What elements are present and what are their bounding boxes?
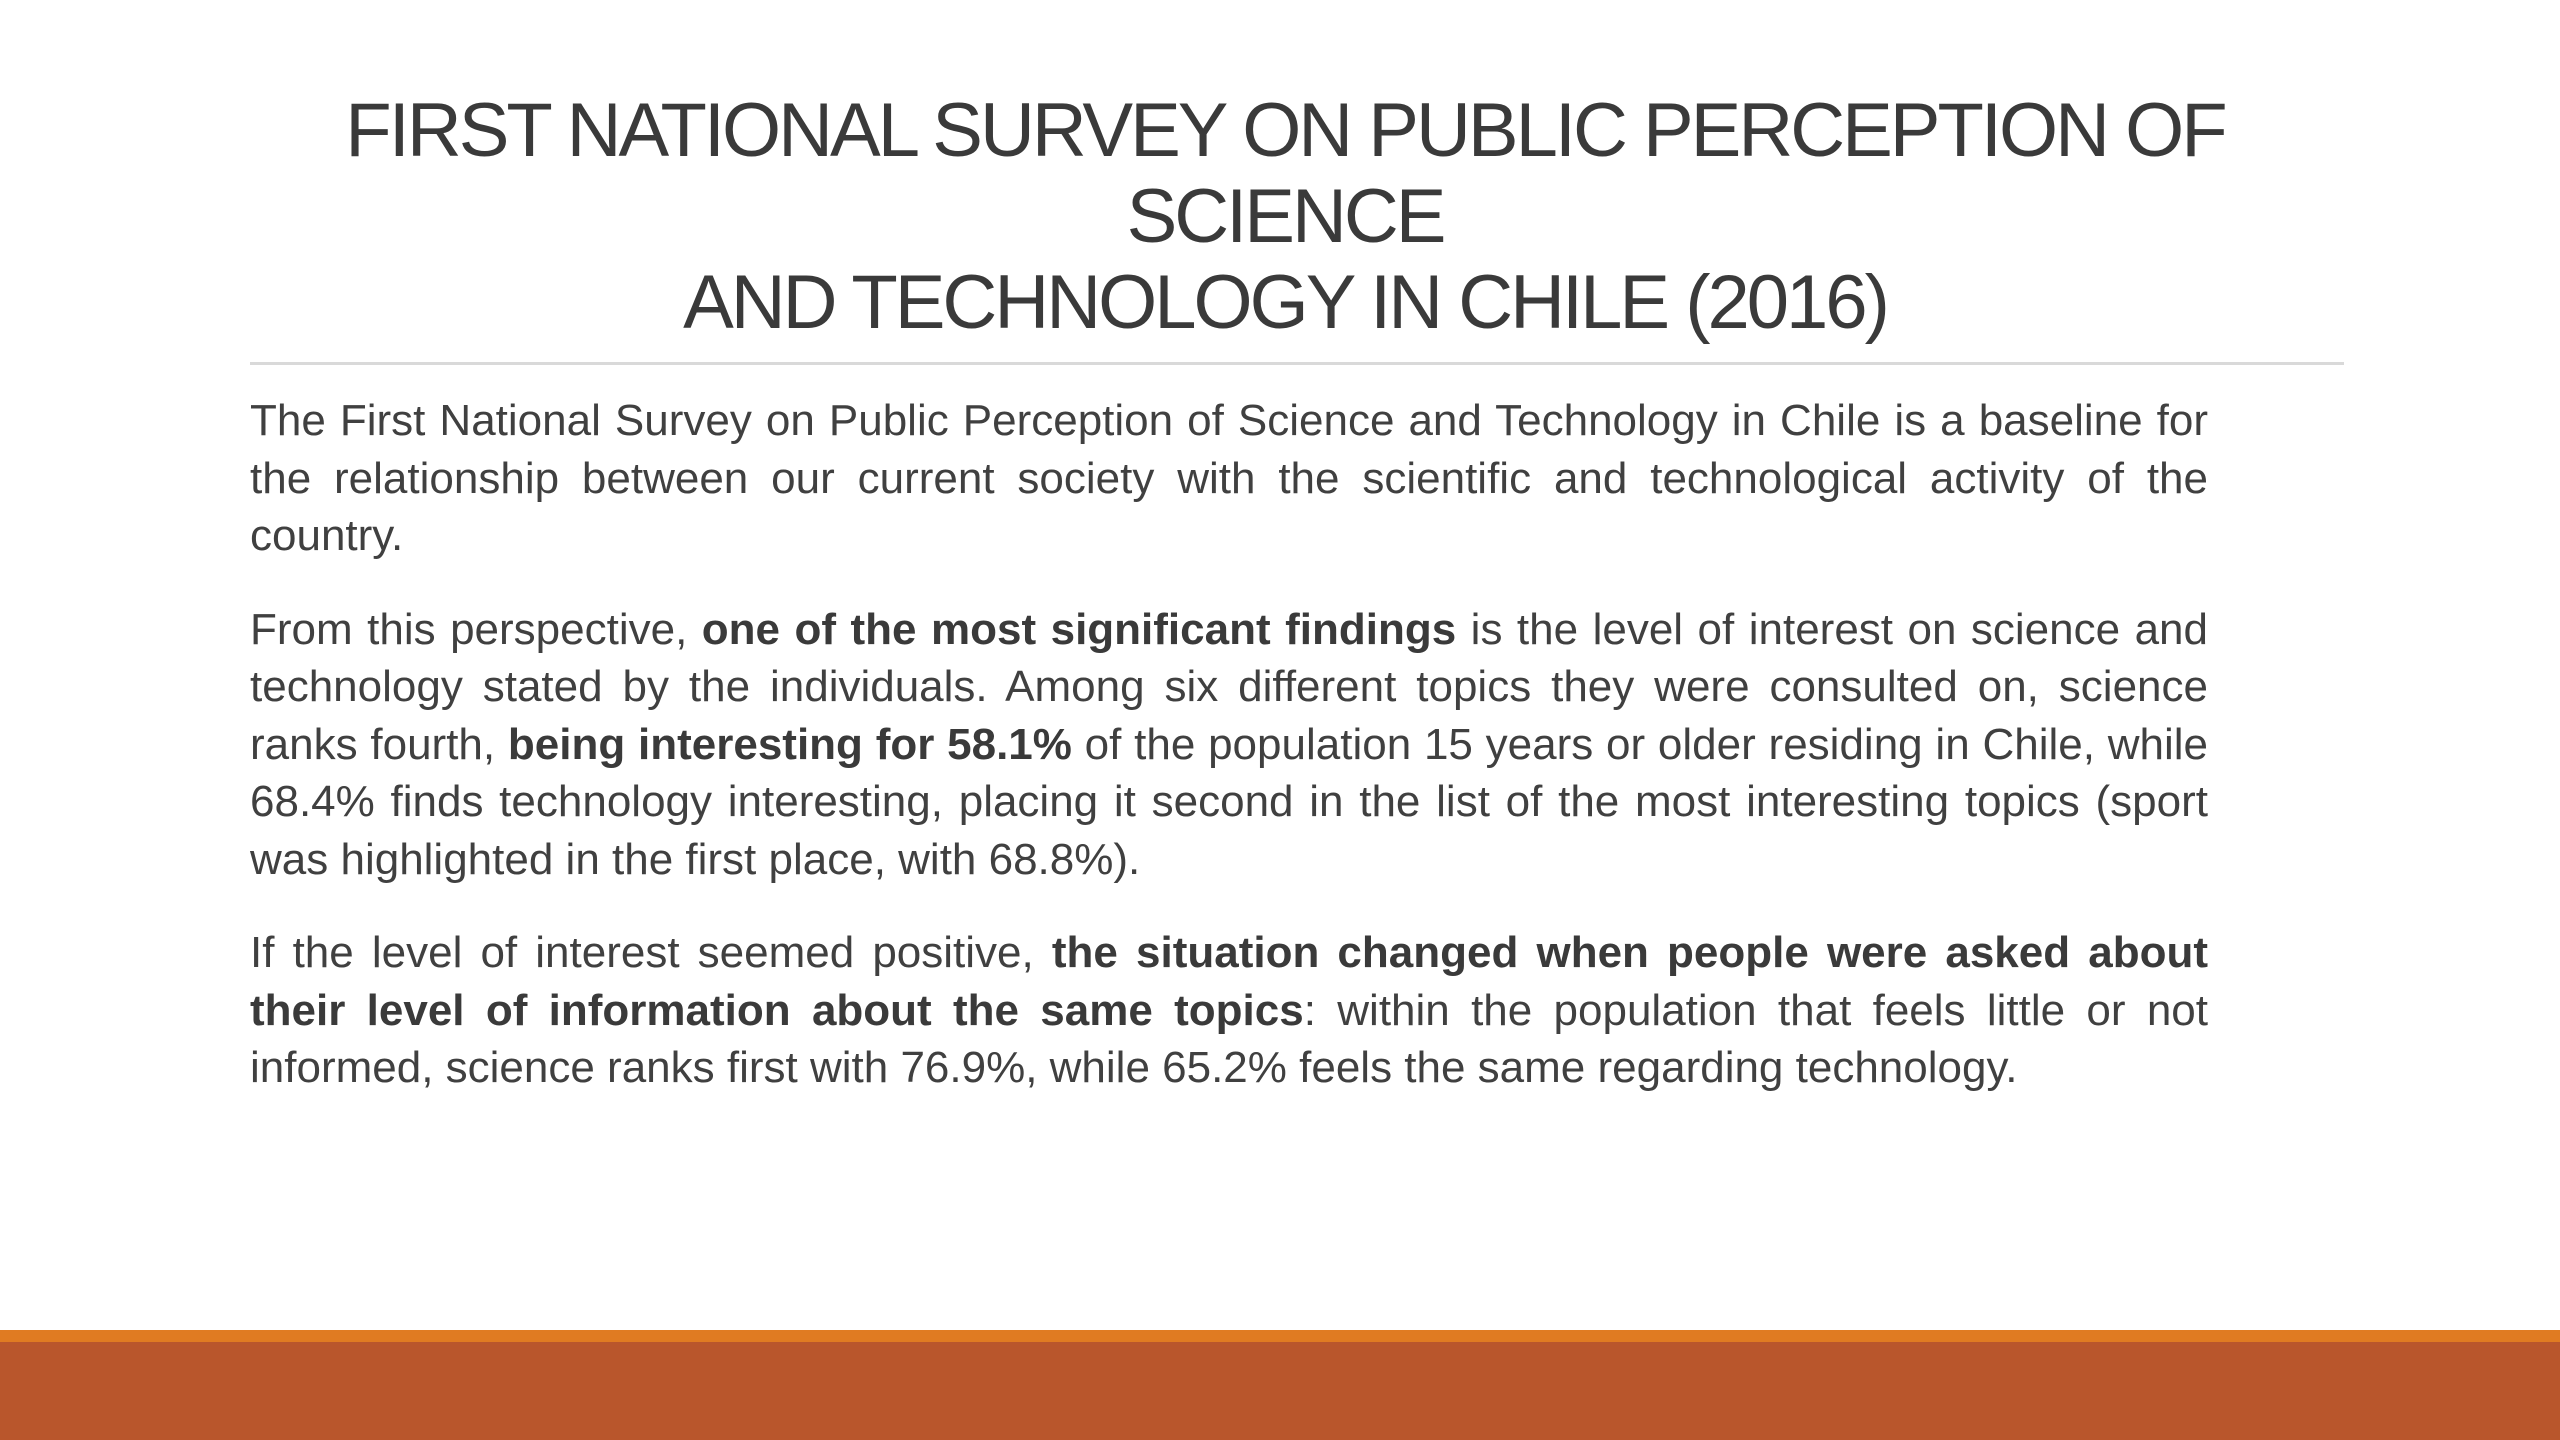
p3-text-a: If the level of interest seemed positive, [250, 928, 1052, 977]
paragraph-intro-text: The First National Survey on Public Perception of Science and Technology in Chile is a baseline for the relationship between our current society with the scientific and technological activity of the country. [250, 396, 2208, 560]
p2-text-e: of the population 15 years or older residing in Chile, while 68.4% finds technology interesting, placing it second in the list of the most interesting topics (sport was highlighted in the first place, with 68.8%). [250, 719, 2208, 884]
footer-bar [0, 1342, 2560, 1440]
p2-text-a: From this perspective, [250, 604, 702, 654]
p3-text-c: : within the population that feels little or not informed, science ranks first with 76.9%, while 65.2% feels the same regarding technology. [250, 985, 2209, 1092]
title-divider [250, 362, 2344, 365]
slide-title-line-2: AND TECHNOLOGY IN CHILE (2016) [683, 260, 1887, 345]
slide-title-line-1: FIRST NATIONAL SURVEY ON PUBLIC PERCEPTION OF SCIENCE [345, 88, 2225, 259]
footer-accent-stripe [0, 1330, 2560, 1342]
p2-bold-significant-findings: one of the most significant findings [701, 604, 1457, 654]
paragraph-intro [250, 392, 2208, 565]
slide-body [250, 392, 2208, 1133]
slide-title [250, 88, 2320, 346]
paragraph-information-level [250, 924, 2208, 1097]
p2-bold-interest-percentage: being interesting for 58.1% [507, 719, 1072, 769]
paragraph-interest-findings [250, 601, 2208, 889]
p3-bold-situation-changed: the situation changed when people were asked about their level of information about the same topics [250, 928, 2208, 1035]
p2-text-c: is the level of interest on science and technology stated by the individuals. Among six different topics they were consulted on, science ranks fourth, [250, 604, 2208, 769]
